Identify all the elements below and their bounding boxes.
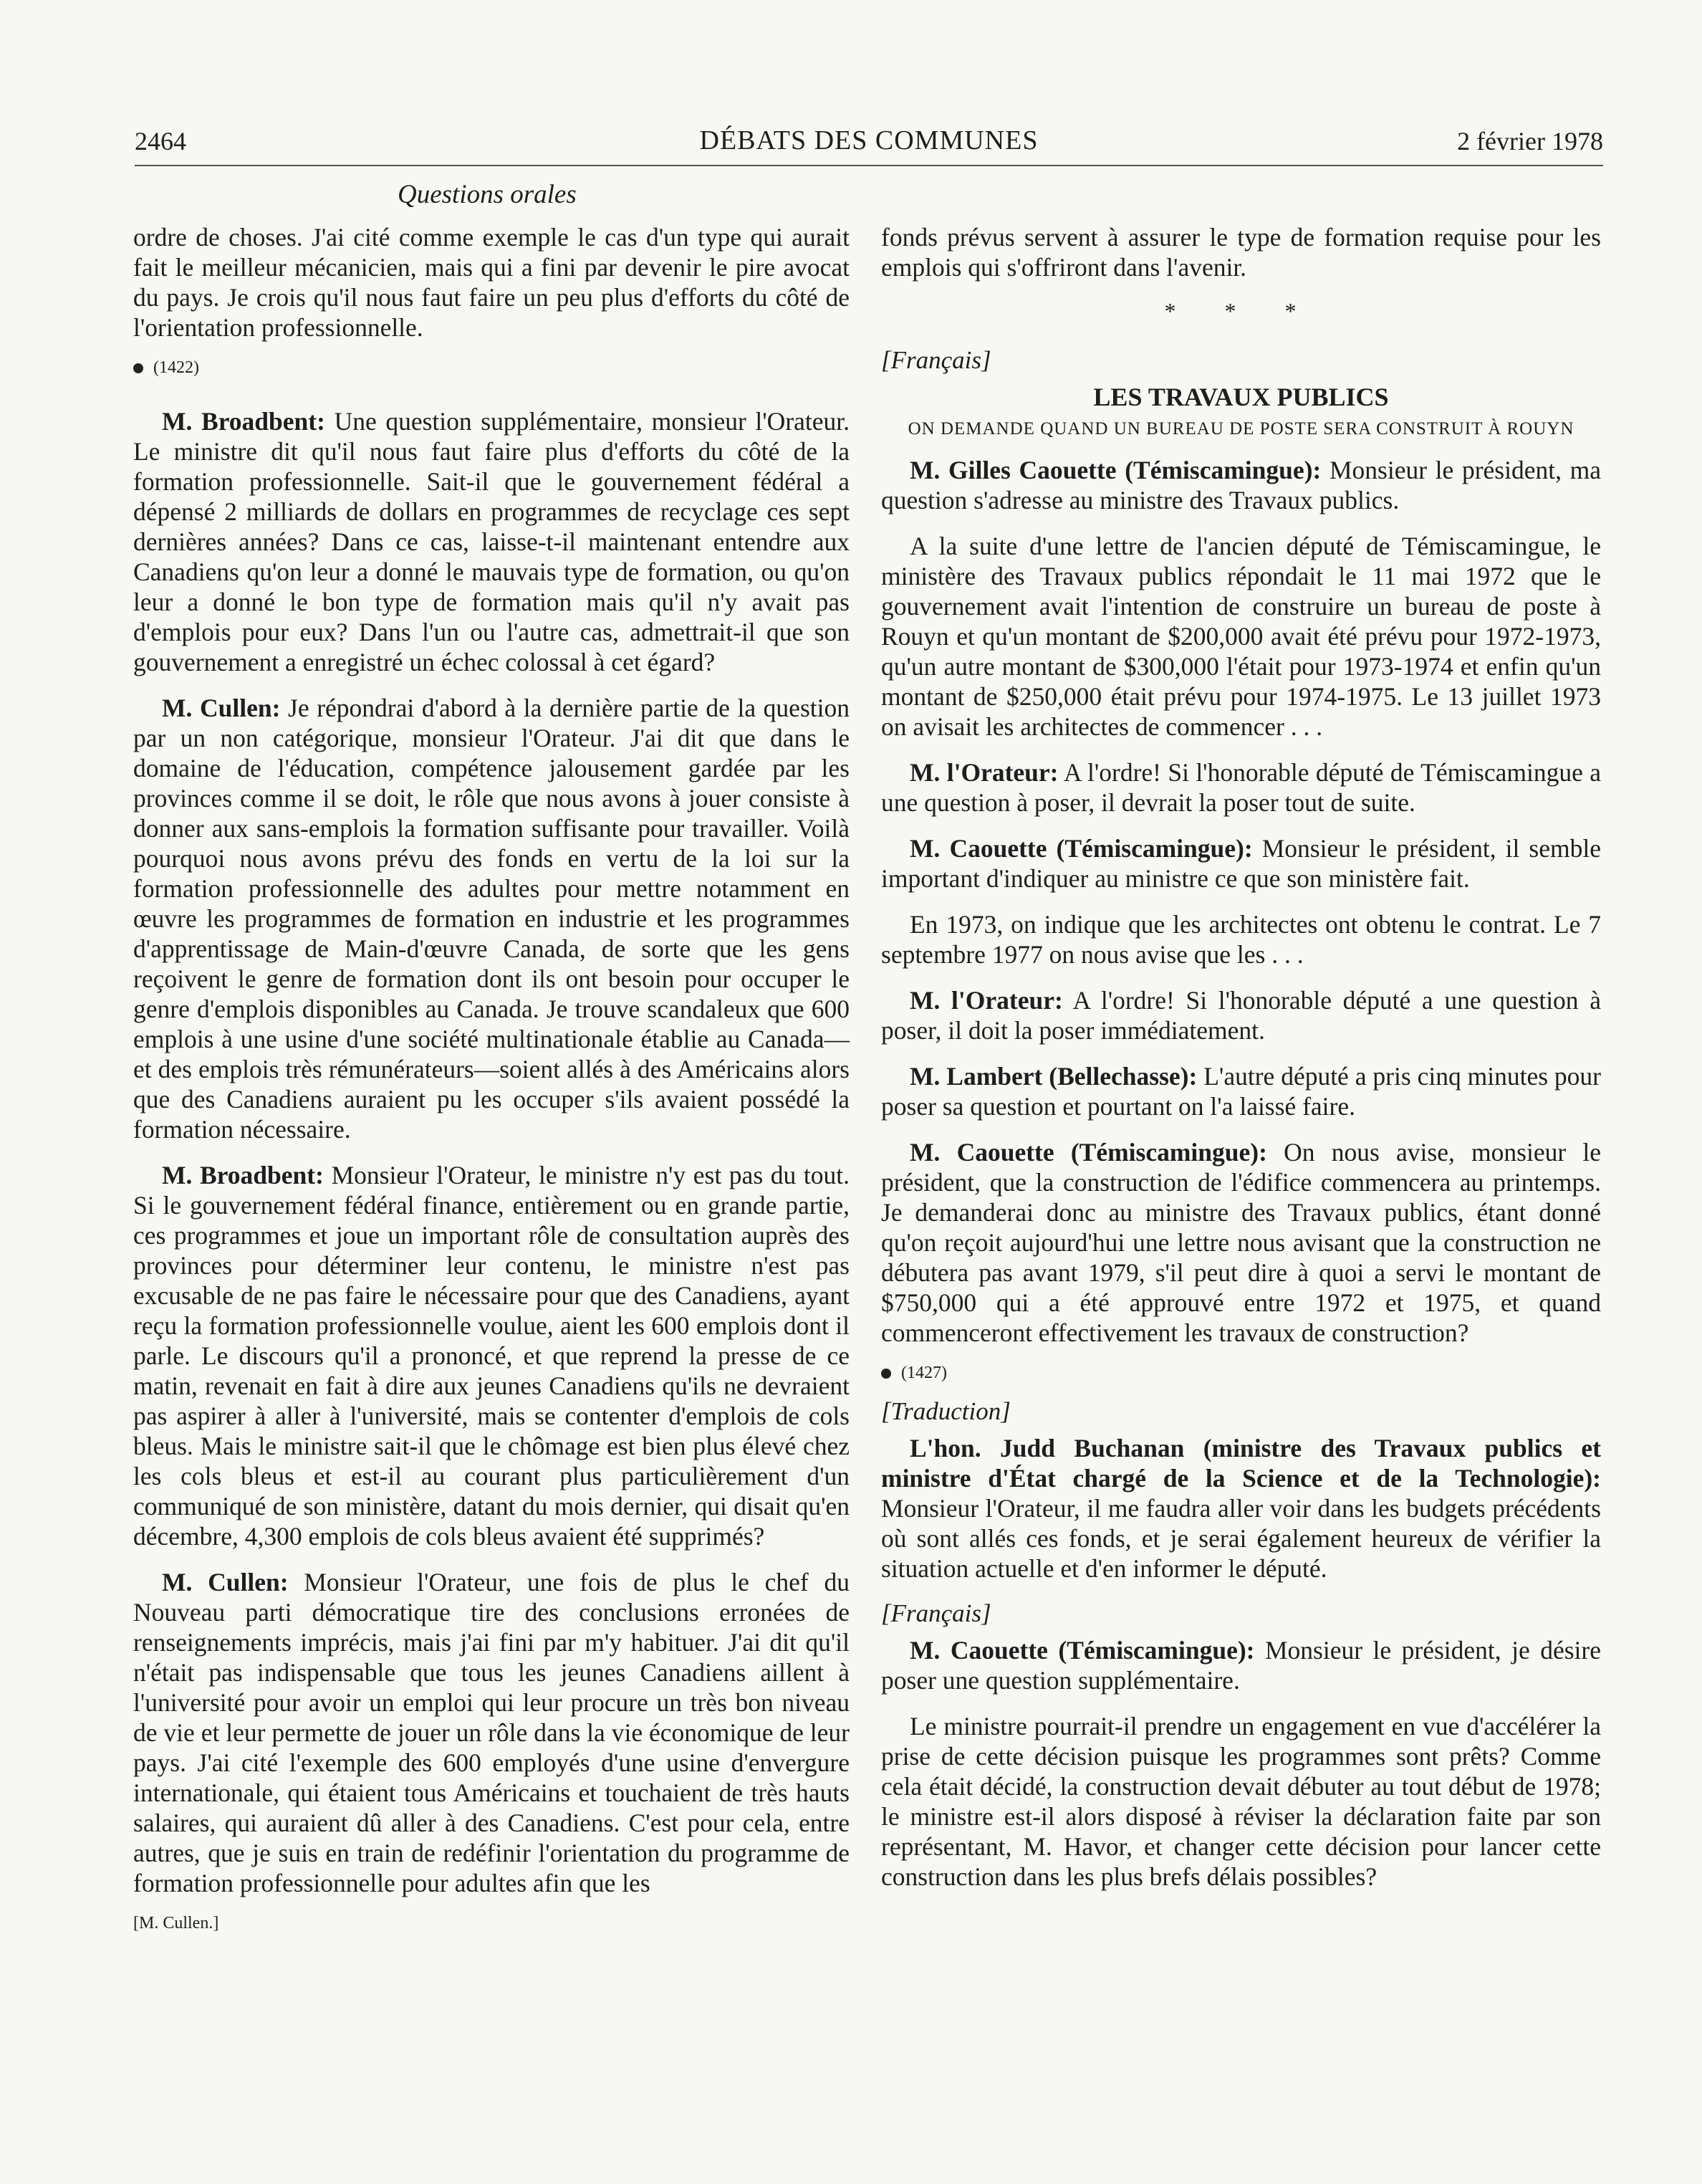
- time-marker: (1427): [881, 1364, 1601, 1383]
- paragraph: A la suite d'une lettre de l'ancien député de Témiscamingue, le ministère des Travaux publics répondait le 11 mai 1972 que le gouvernement avait l'intention de construire un bureau de poste à Rouyn et qu'un montant de $200,000 avait été prévu pour 1972-1973, qu'un autre montant de $300,000 l'était pour 1973-1974 et enfin qu'un montant de $250,000 était prévu pour 1974-1975. Le 13 juillet 1973 on avisait les architectes de commencer . . .: [881, 532, 1601, 741]
- speaker-name: M. Caouette (Témiscamingue):: [910, 1636, 1255, 1665]
- speaker-footnote: [M. Cullen.]: [133, 1914, 219, 1932]
- speech-paragraph: M. Cullen: Monsieur l'Orateur, une fois de plus le chef du Nouveau parti démocratique tire des conclusions erronées de renseignements imprécis, mais j'ai fini par m'y habituer. J'ai dit qu'il n'était pas indispensable que tous les jeunes Canadiens aillent à l'université pour avoir un emploi qui leur procure un très bon niveau de vie et leur permette de jouer un rôle dans la vie économique de leur pays. J'ai cité l'exemple des 600 employés d'une usine d'envergure internationale, qui étaient tous Américains et touchaient de très hauts salaires, qui auraient dû aller à des Canadiens. C'est pour cela, entre autres, que je suis en train de redéfinir l'orientation du programme de formation professionnelle pour adultes afin que les: [133, 1568, 850, 1897]
- speaker-name: M. l'Orateur:: [910, 986, 1063, 1015]
- language-tag: [Français]: [881, 1599, 991, 1627]
- speaker-name: M. Gilles Caouette (Témiscamingue):: [910, 456, 1322, 484]
- speech-paragraph: M. Caouette (Témiscamingue): Monsieur le président, je désire poser une question supplémentaire.: [881, 1636, 1601, 1695]
- page-number: 2464: [135, 127, 186, 155]
- speaker-name: M. Cullen:: [162, 1568, 289, 1596]
- bullet-icon: [881, 1369, 891, 1379]
- speech-paragraph: M. Broadbent: Monsieur l'Orateur, le ministre n'y est pas du tout. Si le gouvernement fédéral finance, entièrement ou en grande partie, ces programmes et joue un important rôle de consultation auprès des provinces pour déterminer leur contenu, le ministre n'est pas excusable de ne pas faire le nécessaire pour que des Canadiens, ayant reçu la formation professionnelle voulue, aient les 600 emplois dont il parle. Le discours qu'il a prononcé, et que reprend la presse de ce matin, revenait en fait à dire aux jeunes Canadiens qu'ils ne devraient pas aspirer à aller à l'université, mais se contenter d'emplois de cols bleus. Mais le ministre sait-il que le chômage est bien plus élevé chez les cols bleus et est-il au courant plus particulièrement d'un communiqué de son ministère, datant du mois dernier, qui disait qu'en décembre, 4,300 emplois de cols bleus avaient été supprimés?: [133, 1161, 850, 1551]
- speech-paragraph: M. l'Orateur: A l'ordre! Si l'honorable député a une question à poser, il doit la poser immédiatement.: [881, 986, 1601, 1045]
- right-column: [881, 222, 1601, 1907]
- section-title: Questions orales: [398, 180, 577, 209]
- speaker-name: M. Caouette (Témiscamingue):: [910, 1138, 1267, 1167]
- speech-paragraph: L'hon. Judd Buchanan (ministre des Travaux publics et ministre d'État chargé de la Science et de la Technologie): Monsieur l'Orateur, il me faudra aller voir dans les budgets précédents où sont allés ces fonds, et je serai également heureux de vérifier la situation actuelle et d'en informer le député.: [881, 1434, 1601, 1583]
- language-tag: [Traduction]: [881, 1397, 1011, 1425]
- language-tag: [Français]: [881, 346, 991, 374]
- page-header: [135, 122, 1603, 166]
- speaker-name: L'hon. Judd Buchanan (ministre des Travaux publics et ministre d'État chargé de la Science et de la Technologie):: [881, 1434, 1601, 1493]
- speech-paragraph: M. Lambert (Bellechasse): L'autre député a pris cinq minutes pour poser sa question et pourtant on l'a laissé faire.: [881, 1062, 1602, 1121]
- speech-paragraph: M. Caouette (Témiscamingue): On nous avise, monsieur le président, que la construction de l'édifice commencera au printemps. Je demanderai donc au ministre des Travaux publics, étant donné qu'on reçoit aujourd'hui une lettre nous avisant que la construction ne débutera pas avant 1979, s'il peut dire à quoi a servi le montant de $750,000 qui a été approuvé entre 1972 et 1975, et quand commenceront effectivement les travaux de construction?: [881, 1138, 1601, 1347]
- bullet-icon: [133, 363, 143, 373]
- speech-paragraph: M. Caouette (Témiscamingue): Monsieur le président, il semble important d'indiquer au ministre ce que son ministère fait.: [881, 834, 1601, 893]
- speaker-name: M. Cullen:: [162, 694, 281, 722]
- speaker-name: M. Caouette (Témiscamingue):: [910, 834, 1253, 863]
- section-separator: * * *: [1164, 298, 1318, 324]
- left-column: [133, 222, 850, 1933]
- paragraph: Le ministre pourrait-il prendre un engagement en vue d'accélérer la prise de cette décision puisque les programmes sont prêts? Comme cela était décidé, la construction devait débuter au tout début de 1978; le ministre est-il alors disposé à réviser la déclaration faite par son représentant, M. Havor, et changer cette décision pour lancer cette construction dans les plus brefs délais possibles?: [881, 1712, 1601, 1891]
- speaker-name: M. Broadbent:: [162, 1161, 324, 1189]
- speech-paragraph: M. l'Orateur: A l'ordre! Si l'honorable député de Témiscamingue a une question à poser, il devrait la poser tout de suite.: [881, 758, 1601, 817]
- topic-heading: LES TRAVAUX PUBLICS: [1093, 383, 1389, 411]
- paragraph: fonds prévus servent à assurer le type de formation requise pour les emplois qui s'offriront dans l'avenir.: [881, 223, 1601, 282]
- speaker-name: M. Lambert (Bellechasse):: [910, 1062, 1198, 1091]
- topic-subheading: ON DEMANDE QUAND UN BUREAU DE POSTE SERA CONSTRUIT À ROUYN: [908, 419, 1574, 439]
- speaker-name: M. Broadbent:: [162, 407, 325, 436]
- paragraph: ordre de choses. J'ai cité comme exemple le cas d'un type qui aurait fait le meilleur mécanicien, mais qui a fini par devenir le pire avocat du pays. Je crois qu'il nous faut faire un peu plus d'efforts du côté de l'orientation professionnelle.: [133, 223, 850, 342]
- speech-paragraph: M. Gilles Caouette (Témiscamingue): Monsieur le président, ma question s'adresse au ministre des Travaux publics.: [881, 456, 1602, 514]
- time-marker: (1422): [133, 358, 850, 378]
- issue-date: 2 février 1978: [1457, 127, 1603, 155]
- speech-paragraph: M. Broadbent: Une question supplémentaire, monsieur l'Orateur. Le ministre dit qu'il nous faut faire plus d'efforts du côté de la formation professionnelle. Sait-il que le gouvernement fédéral a dépensé 2 milliards de dollars en programmes de recyclage ces sept dernières années? Dans ce cas, laisse-t-il maintenant entendre aux Canadiens qu'on leur a donné le mauvais type de formation, ou qu'on leur a donné le bon type de formation mais qu'il n'y avait pas d'emplois pour eux? Dans l'un ou l'autre cas, admettrait-il que son gouvernement a enregistré un échec colossal à cet égard?: [133, 407, 850, 676]
- journal-title: DÉBATS DES COMMUNES: [699, 125, 1039, 155]
- paragraph: En 1973, on indique que les architectes ont obtenu le contrat. Le 7 septembre 1977 on nous avise que les . . .: [881, 910, 1601, 969]
- speech-paragraph: M. Cullen: Je répondrai d'abord à la dernière partie de la question par un non catégorique, monsieur l'Orateur. J'ai dit que dans le domaine de l'éducation, compétence jalousement gardée par les provinces comme il se doit, le rôle que nous avons à jouer consiste à donner aux sans-emplois la formation suffisante pour travailler. Voilà pourquoi nous avons prévu des fonds en vertu de la loi sur la formation professionnelle des adultes pour mettre notamment en œuvre les programmes de formation en industrie et les programmes d'apprentissage de Main-d'œuvre Canada, de sorte que les gens reçoivent le genre de formation dont ils ont besoin pour occuper le genre d'emplois disponibles au Canada. Je trouve scandaleux que 600 emplois à une usine d'une société multinationale établie au Canada—et des emplois très rémunérateurs—soient allés à des Américains alors que des Canadiens auraient pu les occuper s'ils avaient possédé la formation nécessaire.: [133, 694, 850, 1144]
- speaker-name: M. l'Orateur:: [910, 758, 1059, 787]
